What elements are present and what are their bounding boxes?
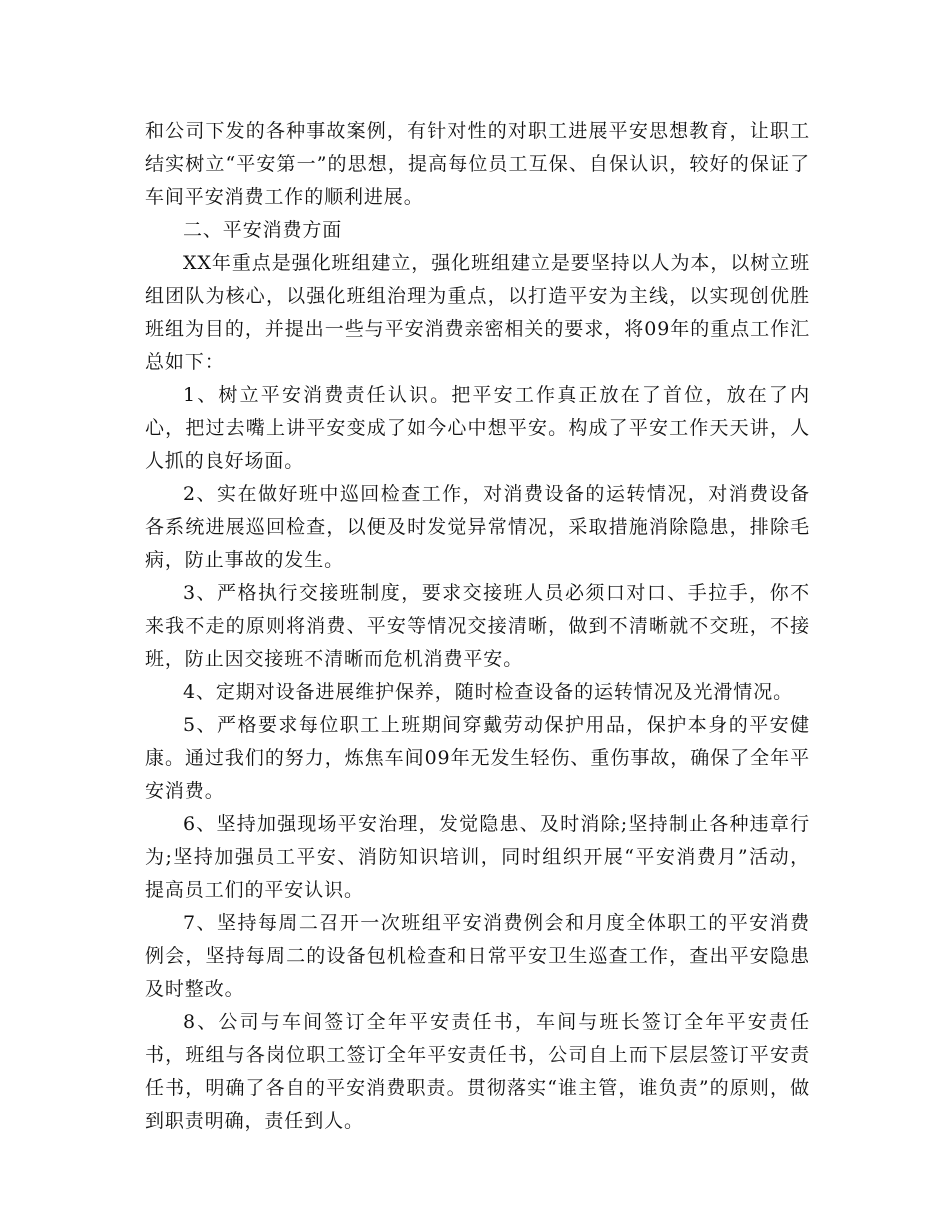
list-item-8: 8、公司与车间签订全年平安责任书，车间与班长签订全年平安责任书，班组与各岗位职工签订全年平安责任书，公司自上而下层层签订平安责任书，明确了各自的平安消费职责。贯彻落实“谁主管，谁负责”的原则，做到职责明确，责任到人。: [145, 1011, 810, 1132]
intro-paragraph: XX年重点是强化班组建立，强化班组建立是要坚持以人为本，以树立班组团队为核心，以强化班组治理为重点，以打造平安为主线，以实现创优胜班组为目的，并提出一些与平安消费亲密相关的要求，将09年的重点工作汇总如下：: [145, 252, 810, 373]
list-item-6: 6、坚持加强现场平安治理，发觉隐患、及时消除;坚持制止各种违章行为;坚持加强员工平安、消防知识培训，同时组织开展“平安消费月”活动，提高员工们的平安认识。: [145, 813, 810, 901]
list-item-2: 2、实在做好班中巡回检查工作，对消费设备的运转情况，对消费设备各系统进展巡回检查，以便及时发觉异常情况，采取措施消除隐患，排除毛病，防止事故的发生。: [145, 483, 810, 571]
list-item-1: 1、树立平安消费责任认识。把平安工作真正放在了首位，放在了内心，把过去嘴上讲平安变成了如今心中想平安。构成了平安工作天天讲，人人抓的良好场面。: [145, 384, 810, 472]
list-item-4: 4、定期对设备进展维护保养，随时检查设备的运转情况及光滑情况。: [183, 681, 793, 703]
lead-paragraph: 和公司下发的各种事故案例，有针对性的对职工进展平安思想教育，让职工结实树立“平安第一”的思想，提高每位员工互保、自保认识，较好的保证了车间平安消费工作的顺利进展。: [145, 120, 810, 208]
section-heading: 二、平安消费方面: [183, 219, 343, 241]
list-item-7: 7、坚持每周二召开一次班组平安消费例会和月度全体职工的平安消费例会，坚持每周二的设备包机检查和日常平安卫生巡查工作，查出平安隐患及时整改。: [145, 912, 810, 1000]
document-body: [145, 115, 810, 1138]
list-item-5: 5、严格要求每位职工上班期间穿戴劳动保护用品，保护本身的平安健康。通过我们的努力，炼焦车间09年无发生轻伤、重伤事故，确保了全年平安消费。: [145, 714, 810, 802]
list-item-3: 3、严格执行交接班制度，要求交接班人员必须口对口、手拉手，你不来我不走的原则将消费、平安等情况交接清晰，做到不清晰就不交班，不接班，防止因交接班不清晰而危机消费平安。: [145, 582, 810, 670]
